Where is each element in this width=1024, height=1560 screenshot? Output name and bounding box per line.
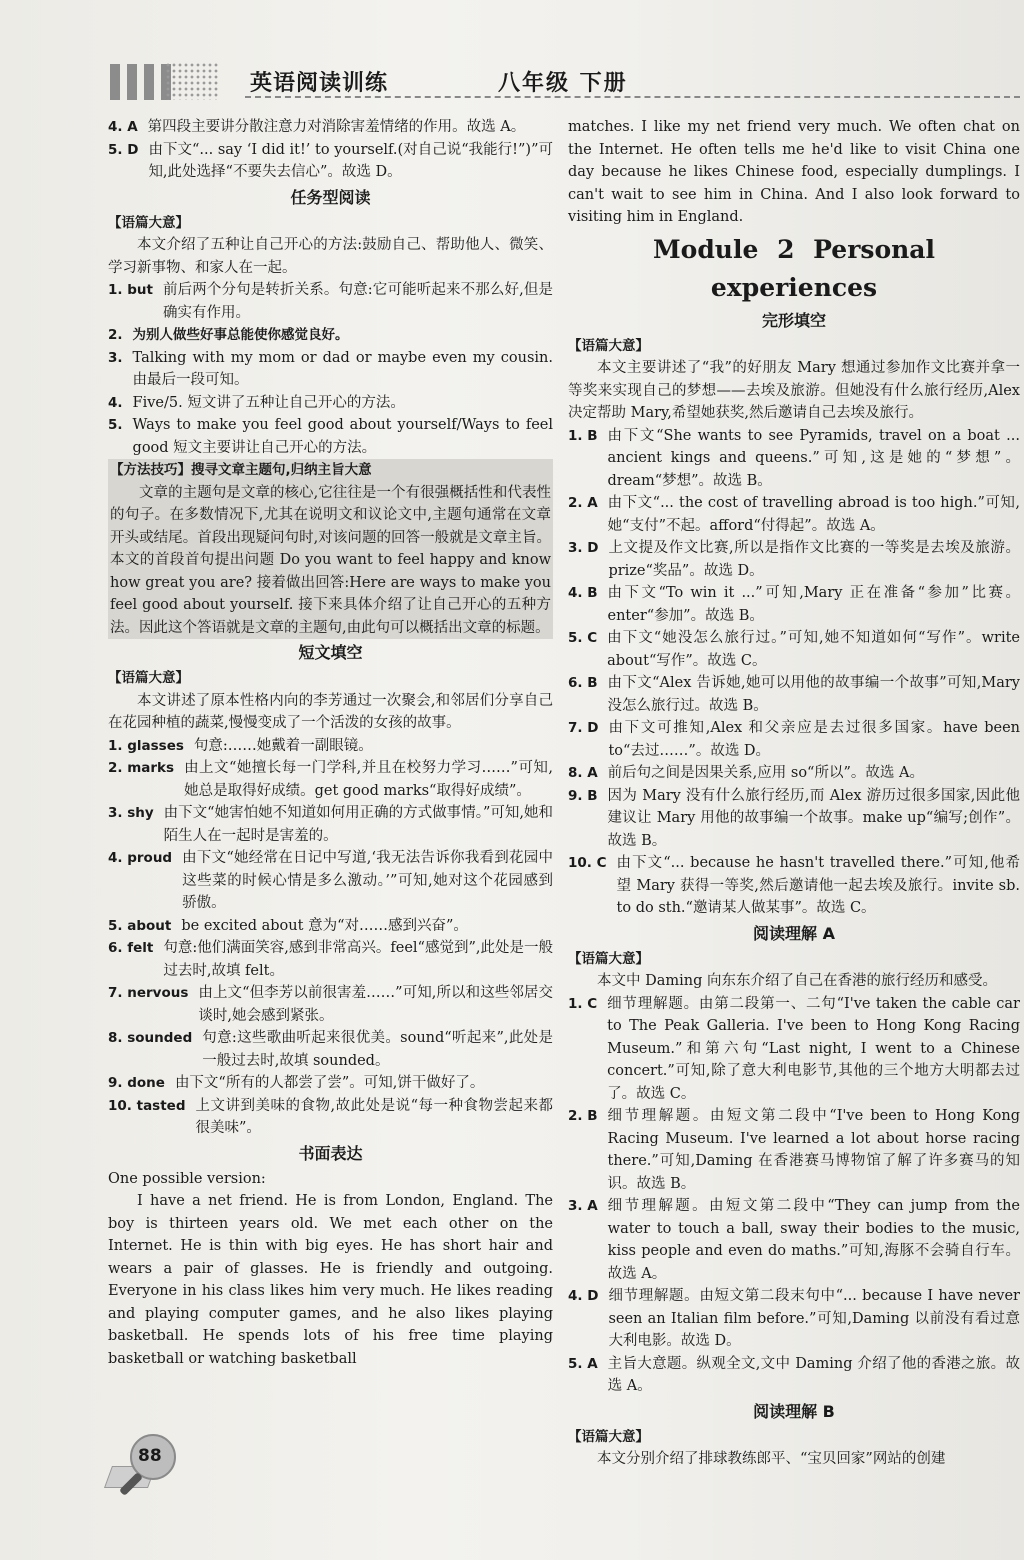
header-bars-decoration [110, 64, 171, 100]
page-header [0, 52, 1024, 116]
answer-number: 7. D [568, 720, 599, 736]
answer-item [108, 324, 553, 347]
answer-text: Five/5. 短文讲了五种让自己开心的方法。 [132, 394, 405, 411]
answer-item [108, 139, 553, 184]
answer-item [568, 993, 1020, 1106]
writing-text: I have a net friend. He is from London, England. The boy is thirteen years old. We met each other on the Internet. He is thin with big eyes. He has short hair and wears a pair of glasses. He is friendly and outgoing. Everyone in his class likes him very much. He likes reading and playing computer games, and he also likes playing basketball. He spends lots of his free time playing basketball or watching basketball [108, 1193, 553, 1367]
section-tag: 【语篇大意】 [568, 950, 649, 967]
answer-item [108, 1095, 553, 1140]
answer-text: 上文提及作文比赛,所以是指作文比赛的一等奖是去埃及旅游。prize“奖品”。故选 D。 [608, 540, 1020, 579]
answer-item [568, 492, 1020, 537]
answer-item [568, 852, 1020, 920]
answer-text: 由下文“... because he hasn't travelled there.”可知,他希望 Mary 获得一等奖,然后邀请他一起去埃及旅行。invite sb. to do sth.“邀请某人做某事”。故选 C。 [616, 855, 1020, 916]
answer-number: 5. D [108, 141, 139, 158]
answer-item [108, 915, 553, 938]
answer-number: 2. marks [108, 760, 175, 776]
method-tip-text: 文章的主题句是文章的核心,它往往是一个有很强概括性和代表性的句子。在多数情况下,尤其在说明文和议论文中,主题句通常在文章开头或结尾。首段出现疑问句时,对该问题的回答一般就是文章主旨。本文的首段首句提出问题 Do you want to feel happy and know how great you are? 接着做出回答:Here are ways to make you feel good about yourself. 接下来具体介绍了让自己开心的五种方法。因此这个答语就是文章的主题句,由此句可以概括出文章的标题。 [110, 484, 551, 636]
section-title: 短文填空 [298, 643, 363, 662]
answer-text: 由下文“... say ‘I did it!’ to yourself.(对自己说“我能行!”)”可知,此处选择“不要失去信心”。故选 D。 [148, 141, 553, 180]
section-summary: 本文分别介绍了排球教练郎平、“宝贝回家”网站的创建 [597, 1451, 946, 1467]
answer-text: 由下文“To win it ...”可知,Mary 正在准备“参加”比赛。enter“参加”。故选 B。 [607, 585, 1020, 624]
answer-item [108, 982, 553, 1027]
book-grade: 八年级 下册 [498, 71, 628, 96]
answer-text: 由下文“She wants to see Pyramids, travel on a boat ... ancient kings and queens.”可知,这是她的“梦想”。dream“梦想”。故选 B。 [607, 427, 1020, 489]
answer-item [568, 537, 1020, 582]
section-summary: 本文讲述了原本性格内向的李芳通过一次聚会,和邻居们分享自己在花园种植的蔬菜,慢慢变成了一个活泼的女孩的故事。 [108, 692, 553, 731]
answer-text: be excited about 意为“对……感到兴奋”。 [181, 917, 468, 934]
section-title: 任务型阅读 [290, 187, 371, 207]
answer-number: 4. proud [108, 850, 173, 866]
answer-text: 细节理解题。由短文第二段中“They can jump from the water to touch a ball, sway their bodies to the music, kiss people and even do maths.”可知,海豚不会骑自行车。故选 A。 [607, 1198, 1020, 1282]
answer-number: 2. A [568, 495, 598, 511]
answer-text: 因为 Mary 没有什么旅行经历,而 Alex 游历过很多国家,因此他建议让 Mary 用他的故事编一个故事。make up“编写;创作”。故选 B。 [607, 787, 1020, 849]
section-summary: 本文介绍了五种让自己开心的方法:鼓励自己、帮助他人、微笑、学习新事物、和家人在一起。 [108, 237, 553, 276]
answer-text: 为别人做些好事总能使你感觉良好。 [132, 327, 349, 343]
module-title: Module 2 Personal experiences [652, 234, 936, 302]
answer-item [568, 1105, 1020, 1195]
answer-item [108, 757, 553, 802]
header-dots-decoration [165, 62, 220, 100]
answer-text: 句意:这些歌曲听起来很优美。sound“听起来”,此处是一般过去时,故填 sounded。 [202, 1030, 553, 1069]
answer-item [108, 802, 553, 847]
answer-item [568, 627, 1020, 672]
answer-item [568, 785, 1020, 853]
answer-number: 1. glasses [108, 737, 184, 754]
answer-item [568, 1353, 1020, 1398]
answer-number: 1. C [568, 995, 598, 1012]
answer-item [108, 279, 553, 324]
method-tip-tag: 【方法技巧】搜寻文章主题句,归纳主旨大意 [110, 462, 372, 478]
answer-number: 4. B [568, 585, 598, 601]
answer-item [108, 937, 553, 982]
answer-text: 由上文“但李芳以前很害羞……”可知,所以和这些邻居交谈时,她会感到紧张。 [198, 985, 553, 1024]
section-tag: 【语篇大意】 [568, 337, 649, 354]
section-title: 书面表达 [298, 1143, 363, 1163]
answer-number: 5. about [108, 917, 172, 934]
section-title: 阅读理解 B [753, 1401, 835, 1421]
answer-item [108, 414, 553, 459]
writing-text-continued: matches. I like my net friend very much. We often chat on the Internet. He often tells me he'd like to visit China one day because he likes Chinese food, especially dumplings. I can't wait to see him in China. And I also look forward to visiting him in England. [568, 119, 1020, 225]
answer-item [568, 582, 1020, 627]
answer-item [108, 116, 553, 139]
answer-number: 10. C [568, 855, 607, 871]
answer-text: 句意:……她戴着一副眼镜。 [193, 737, 373, 754]
right-column [568, 116, 1020, 1471]
answer-item [568, 1285, 1020, 1353]
answer-number: 3. shy [108, 805, 154, 821]
answer-item [108, 1072, 553, 1095]
section-title: 完形填空 [761, 310, 826, 330]
answer-number: 5. A [568, 1355, 598, 1372]
answer-number: 6. felt [108, 940, 154, 956]
section-title: 阅读理解 A [753, 923, 835, 943]
answer-number: 5. C [568, 630, 598, 646]
section-tag: 【语篇大意】 [108, 670, 189, 686]
book-title: 英语阅读训练 [250, 71, 389, 96]
section-summary: 本文中 Daming 向东东介绍了自己在香港的旅行经历和感受。 [597, 973, 997, 989]
answer-item [568, 1195, 1020, 1285]
answer-number: 4. [108, 394, 123, 411]
answer-number: 4. D [568, 1288, 599, 1304]
answer-item [108, 392, 553, 415]
answer-item [108, 847, 553, 915]
answer-number: 1. but [108, 282, 153, 298]
answer-text: 由下文“Alex 告诉她,她可以用他的故事编一个故事”可知,Mary 没怎么旅行过。故选 B。 [607, 675, 1020, 714]
answer-number: 3. D [568, 540, 599, 556]
answer-text: 由下文“... the cost of travelling abroad is too high.”可知,她“支付”不起。afford“付得起”。故选 A。 [607, 495, 1020, 534]
method-tip-box [108, 459, 553, 639]
answer-item [568, 717, 1020, 762]
answer-text: 细节理解题。由第二段第一、二句“I've taken the cable car to The Peak Galleria. I've been to Hong Kong Racing Museum.”和第六句“Last night, I went to a Chinese concert.”可知,除了意大利电影节,其他的三个地方大明都去过了。故选 C。 [607, 995, 1020, 1102]
answer-item [108, 1027, 553, 1072]
answer-number: 7. nervous [108, 985, 189, 1001]
answer-number: 2. [108, 327, 123, 343]
answer-item [108, 347, 553, 392]
answer-text: Talking with my mom or dad or maybe even my cousin. 由最后一段可知。 [132, 349, 553, 388]
answer-item [108, 735, 553, 758]
answer-number: 9. done [108, 1075, 165, 1091]
answer-text: 细节理解题。由短文第二段末句中“... because I have never seen an Italian film before.”可知,Daming 以前没有看过意大利电影。故选 D。 [608, 1288, 1020, 1349]
answer-number: 6. B [568, 675, 598, 691]
answer-number: 3. [108, 349, 123, 366]
answer-number: 5. [108, 417, 123, 433]
answer-text: 句意:他们满面笑容,感到非常高兴。feel“感觉到”,此处是一般过去时,故填 felt。 [163, 940, 553, 979]
answer-text: 第四段主要讲分散注意力对消除害羞情绪的作用。故选 A。 [147, 119, 526, 135]
answer-item [568, 425, 1020, 493]
answer-number: 8. sounded [108, 1030, 193, 1046]
section-tag: 【语篇大意】 [568, 1428, 649, 1445]
answer-number: 9. B [568, 787, 598, 804]
answer-number: 8. A [568, 765, 598, 781]
header-dashed-line [245, 96, 1020, 98]
answer-text: 上文讲到美味的食物,故此处是说“每一种食物尝起来都很美味”。 [195, 1097, 553, 1136]
section-summary: 本文主要讲述了“我”的好朋友 Mary 想通过参加作文比赛并拿一等奖来实现自己的梦想——去埃及旅游。但她没有什么旅行经历,Alex 决定帮助 Mary,希望她获奖,然后邀请自己去埃及旅行。 [568, 360, 1020, 421]
answer-text: 由下文“她害怕她不知道如何用正确的方式做事情。”可知,她和陌生人在一起时是害羞的。 [163, 805, 553, 844]
answer-number: 10. tasted [108, 1097, 186, 1114]
answer-text: 由下文“她没怎么旅行过。”可知,她不知道如何“写作”。write about“写作”。故选 C。 [607, 630, 1020, 669]
answer-number: 3. A [568, 1198, 598, 1214]
answer-text: 前后句之间是因果关系,应用 so“所以”。故选 A。 [607, 765, 924, 781]
answer-number: 2. B [568, 1108, 598, 1124]
page-number: 88 [138, 1446, 162, 1466]
answer-text: 由上文“她擅长每一门学科,并且在校努力学习……”可知,她总是取得好成绩。get good marks“取得好成绩”。 [184, 760, 553, 799]
answer-text: Ways to make you feel good about yourself/Ways to feel good 短文主要讲让自己开心的方法。 [132, 417, 553, 456]
answer-number: 1. B [568, 427, 598, 444]
page-number-badge [108, 1432, 178, 1502]
answer-item [568, 762, 1020, 785]
answer-text: 由下文“她经常在日记中写道,‘我无法告诉你我看到花园中这些菜的时候心情是多么激动。’”可知,她对这个花园感到骄傲。 [182, 850, 553, 911]
answer-number: 4. A [108, 119, 138, 135]
answer-text: 细节理解题。由短文第二段中“I've been to Hong Kong Racing Museum. I've learned a lot about horse racing there.”可知,Daming 在香港赛马博物馆了解了许多赛马的知识。故选 B。 [607, 1108, 1020, 1192]
left-column [108, 116, 553, 1370]
answer-text: 前后两个分句是转折关系。句意:它可能听起来不那么好,但是确实有作用。 [162, 282, 553, 321]
answer-text: 由下文“所有的人都尝了尝”。可知,饼干做好了。 [174, 1075, 485, 1091]
writing-intro: One possible version: [108, 1170, 266, 1187]
answer-item [568, 672, 1020, 717]
answer-text: 主旨大意题。纵观全文,文中 Daming 介绍了他的香港之旅。故选 A。 [607, 1355, 1020, 1394]
section-tag: 【语篇大意】 [108, 214, 189, 231]
answer-text: 由下文可推知,Alex 和父亲应是去过很多国家。have been to“去过……”。故选 D。 [608, 720, 1020, 759]
